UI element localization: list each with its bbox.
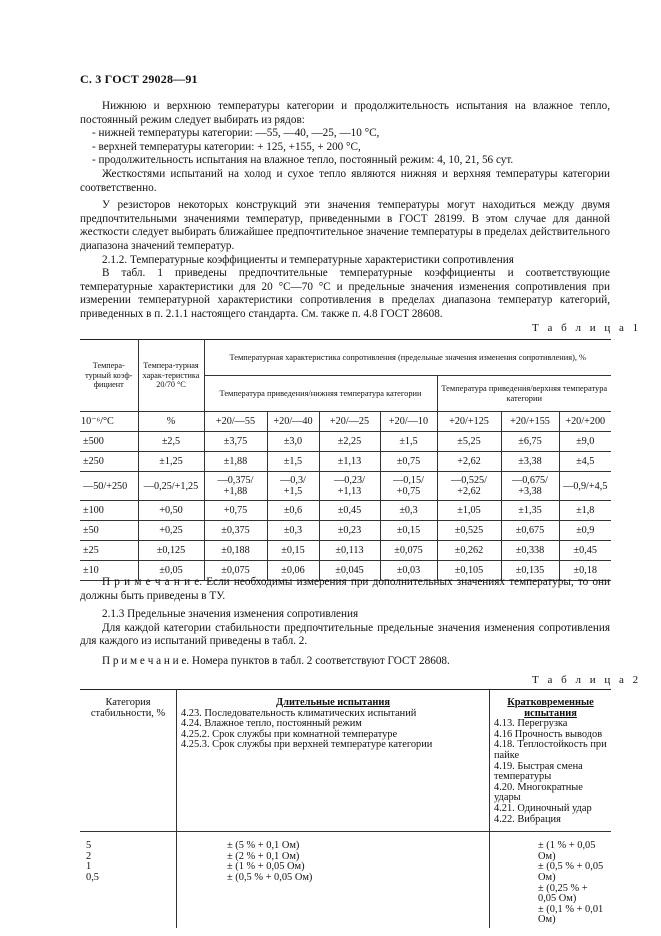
t1-cell: ±1,05 <box>437 501 501 521</box>
t1-cell: ±0,188 <box>204 541 267 561</box>
note2-text: Номера пунктов в табл. 2 соответствуют ГОСТ 28608. <box>189 654 450 667</box>
t1-cell: +0,75 <box>204 501 267 521</box>
table-row <box>80 541 611 561</box>
t2-header-category: Категория стабильности, % <box>80 690 177 832</box>
t1-cell: ±0,338 <box>501 541 559 561</box>
note1-text: Если необходимы измерения при дополнительных значениях температуры, то они должны быть приведены в ТУ. <box>80 576 610 602</box>
t1-unit: +20/—40 <box>267 412 319 432</box>
t1-cell: ±0,075 <box>204 561 267 581</box>
t1-cell: ±0,6 <box>267 501 319 521</box>
t1-cell: ±0,45 <box>559 541 611 561</box>
t2-long-values <box>177 832 490 928</box>
t1-cell: ±10 <box>80 561 138 581</box>
t1-cell: ±4,5 <box>559 452 611 472</box>
t1-header-characteristic: Темпера-турная харак-теристика 20/70 °С <box>138 340 204 412</box>
t2-long-value: ± (5 % + 0,1 Ом) <box>227 840 300 852</box>
t1-cell: +0,50 <box>138 501 204 521</box>
t2-short-item: 4.16 Прочность выводов <box>494 728 603 740</box>
t1-cell: ±1,88 <box>204 452 267 472</box>
table-row <box>80 452 611 472</box>
t1-unit: 10⁻⁶/°С <box>80 412 138 432</box>
t1-cell: ±1,5 <box>380 432 437 452</box>
t1-cell: ±0,05 <box>138 561 204 581</box>
section-2-1-3-title: 2.1.3 Предельные значения изменения сопротивления <box>102 608 359 621</box>
table-row <box>80 521 611 541</box>
t1-cell: ±0,525 <box>437 521 501 541</box>
t1-cell: ±5,25 <box>437 432 501 452</box>
t1-cell: —0,525/ +2,62 <box>437 472 501 501</box>
table2-caption: Т а б л и ц а 2 <box>532 674 642 686</box>
t1-unit: +20/+125 <box>437 412 501 432</box>
paragraph-severities: Жесткостями испытаний на холод и сухое тепло являются нижняя и верхняя температуры категории соответственно. <box>80 167 610 194</box>
t1-unit: +20/—55 <box>204 412 267 432</box>
t1-cell: —0,9/+4,5 <box>559 472 611 501</box>
t2-short-item: 4.22. Вибрация <box>494 813 561 825</box>
t2-short-item: 4.13. Перегрузка <box>494 718 568 730</box>
t1-cell: ±0,3 <box>380 501 437 521</box>
t2-short-value: ± (1 % + 0,05 Ом) <box>538 840 596 862</box>
t1-cell: —0,675/ +3,38 <box>501 472 559 501</box>
t1-unit: +20/—10 <box>380 412 437 432</box>
t2-short-item: 4.21. Одиночный удар <box>494 802 592 814</box>
t1-cell: ±50 <box>80 521 138 541</box>
t1-cell: ±1,5 <box>267 452 319 472</box>
list-item-duration: - продолжительность испытания на влажное тепло, постоянный режим: 4, 10, 21, 56 сут. <box>92 154 514 167</box>
t2-long-value: ± (0,5 % + 0,05 Ом) <box>227 871 313 883</box>
t1-cell: —50/+250 <box>80 472 138 501</box>
note1-label: П р и м е ч а н и е. <box>102 576 203 588</box>
t2-long-value: ± (1 % + 0,05 Ом) <box>227 861 305 873</box>
t1-cell: —0,375/ +1,88 <box>204 472 267 501</box>
t1-cell: —0,3/ +1,5 <box>267 472 319 501</box>
t1-cell: ±0,23 <box>319 521 380 541</box>
t1-cell: ±0,075 <box>380 541 437 561</box>
t1-cell: ±0,45 <box>319 501 380 521</box>
list-item-upper-temp: - верхней температуры категории: + 125, +155, + 200 °С, <box>92 140 361 153</box>
t1-cell: —0,15/ +0,75 <box>380 472 437 501</box>
t1-cell: ±6,75 <box>501 432 559 452</box>
t1-cell: ±0,135 <box>501 561 559 581</box>
t1-cell: ±0,375 <box>204 521 267 541</box>
table-row <box>80 501 611 521</box>
t1-cell: ±2,5 <box>138 432 204 452</box>
t1-unit: +20/+155 <box>501 412 559 432</box>
t1-cell: ±0,15 <box>267 541 319 561</box>
t1-cell: ±0,125 <box>138 541 204 561</box>
t1-header-lower: Температура приведения/нижняя температура категории <box>204 376 437 412</box>
t1-cell: ±2,25 <box>319 432 380 452</box>
t2-category: 1 <box>86 861 92 873</box>
t1-cell: ±0,06 <box>267 561 319 581</box>
t1-cell: ±3,75 <box>204 432 267 452</box>
note1 <box>80 576 610 603</box>
paragraph-table1-intro: В табл. 1 приведены предпочтительные температурные коэффициенты и соответствующие температурные характеристики для 20 °С—70 °С и предельные значения изменения сопротивления при измерении температурной характеристики сопротивления в пределах диапазона температур категорий, приведенных в п. 2.1.1 настоящего стандарта. См. также п. 4.8 ГОСТ 28608. <box>80 267 610 320</box>
note2-label: П р и м е ч а н и е. <box>102 654 190 667</box>
t2-long-tests <box>177 690 490 832</box>
t1-unit: +20/—25 <box>319 412 380 432</box>
t1-cell: ±0,18 <box>559 561 611 581</box>
paragraph-ranges: Нижнюю и верхнюю температуры категории и продолжительность испытания на влажное тепло, постоянный режим следует выбирать из рядов: <box>80 100 610 126</box>
t1-cell: ±1,25 <box>138 452 204 472</box>
t1-cell: ±0,045 <box>319 561 380 581</box>
t2-categories <box>80 832 177 928</box>
t2-short-item: 4.18. Теплостойкость при пайке <box>494 739 607 761</box>
t2-category: 2 <box>86 850 92 862</box>
t1-cell: —0,25/+1,25 <box>138 472 204 501</box>
t2-long-value: ± (2 % + 0,1 Ом) <box>227 850 300 862</box>
table1-caption: Т а б л и ц а 1 <box>532 322 642 334</box>
t1-cell: ±0,113 <box>319 541 380 561</box>
t1-unit: +20/+200 <box>559 412 611 432</box>
t1-cell: +0,25 <box>138 521 204 541</box>
t1-header-coefficient: Темпера-турный коэф-фициент <box>80 340 138 412</box>
paragraph-resistors: У резисторов некоторых конструкций эти значения температуры могут находиться между двумя предпочтительными значениями температур, приведенными в ГОСТ 28199. В этом случае для данной жесткости следует выбирать ближайшее предпочтительное значение температуры в пределах действительного диапазона значений температур. <box>80 199 610 252</box>
t1-cell: ±25 <box>80 541 138 561</box>
t2-short-value: ± (0,5 % + 0,05 Ом) <box>538 861 604 883</box>
t1-cell: ±0,15 <box>380 521 437 541</box>
list-item-lower-temp: - нижней температуры категории: —55, —40, —25, —10 °С, <box>92 127 380 140</box>
t1-cell: ±0,262 <box>437 541 501 561</box>
t1-cell: ±0,75 <box>380 452 437 472</box>
t2-category: 5 <box>86 840 92 852</box>
t1-cell: +2,62 <box>437 452 501 472</box>
t1-cell: ±3,0 <box>267 432 319 452</box>
t1-cell: ±0,105 <box>437 561 501 581</box>
t2-header-short: Кратковременные испытания <box>507 697 594 719</box>
t1-cell: ±1,8 <box>559 501 611 521</box>
t2-long-item: 4.25.2. Срок службы при комнатной температуре <box>181 728 398 740</box>
t1-cell: ±3,38 <box>501 452 559 472</box>
t2-short-values <box>490 832 612 928</box>
t1-cell: ±0,3 <box>267 521 319 541</box>
t2-short-tests <box>490 690 612 832</box>
t1-cell: ±500 <box>80 432 138 452</box>
t1-cell: ±0,675 <box>501 521 559 541</box>
t1-cell: ±9,0 <box>559 432 611 452</box>
intro-section <box>80 100 610 322</box>
note2 <box>80 655 610 669</box>
t1-cell: ±0,03 <box>380 561 437 581</box>
t2-category: 0,5 <box>86 871 99 883</box>
t2-short-value: ± (0,1 % + 0,01 Ом) <box>538 903 604 926</box>
t1-cell: ±100 <box>80 501 138 521</box>
table-row <box>80 432 611 452</box>
t2-short-item: 4.20. Многократные удары <box>494 781 583 804</box>
table-1 <box>80 339 611 581</box>
t1-cell: ±0,9 <box>559 521 611 541</box>
t1-cell: ±1,13 <box>319 452 380 472</box>
t1-units-row <box>80 412 611 432</box>
t1-cell: —0,23/ +1,13 <box>319 472 380 501</box>
table-row <box>80 472 611 501</box>
section-2-1-2-title: 2.1.2. Температурные коэффициенты и температурные характеристики сопротивления <box>102 253 514 266</box>
t2-long-item: 4.25.3. Срок службы при верхней температуре категории <box>181 739 433 751</box>
paragraph-table2-intro: Для каждой категории стабильности предпочтительные предельные значения изменения сопротивления для каждого из испытаний приведены в табл. 2. <box>80 621 610 648</box>
t1-header-group: Температурная характеристика сопротивления (предельные значения изменения сопротивления), % <box>204 340 611 376</box>
t2-short-item: 4.19. Быстрая смена температуры <box>494 760 583 783</box>
t1-cell: ±250 <box>80 452 138 472</box>
table-2 <box>80 689 611 928</box>
page-header: С. 3 ГОСТ 29028—91 <box>80 72 198 86</box>
t1-cell: ±1,35 <box>501 501 559 521</box>
t2-short-value: ± (0,25 % + 0,05 Ом) <box>538 882 588 905</box>
t1-header-upper: Температура приведения/верхняя температура категории <box>437 376 611 412</box>
t2-long-item: 4.23. Последовательность климатических испытаний <box>181 707 417 719</box>
t1-unit: % <box>138 412 204 432</box>
t2-header-long: Длительные испытания <box>275 697 391 708</box>
note1-section <box>80 576 610 669</box>
t2-long-item: 4.24. Влажное тепло, постоянный режим <box>181 718 362 730</box>
